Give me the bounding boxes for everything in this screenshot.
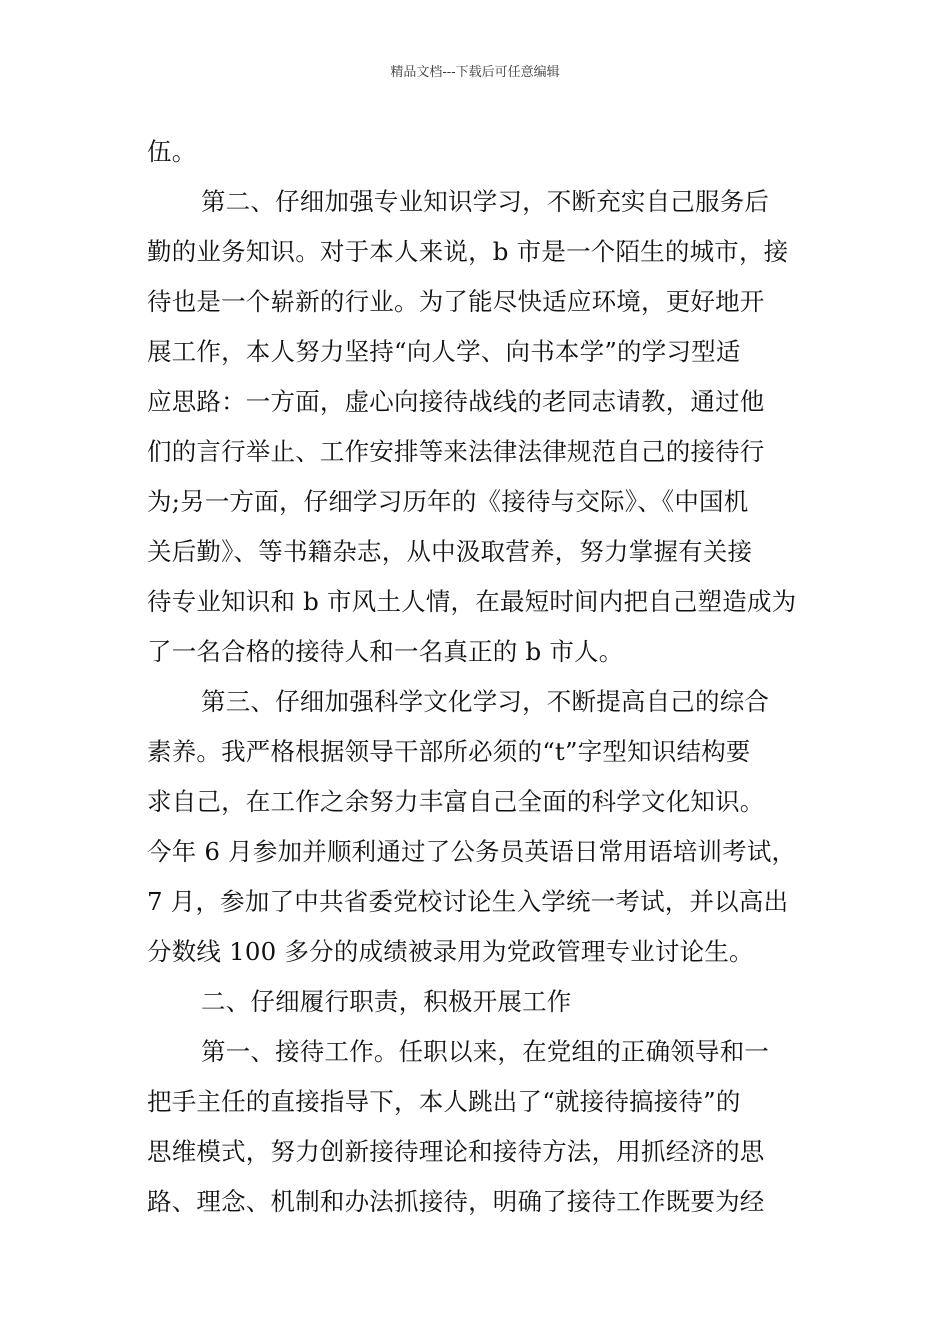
text-line: 待也是一个崭新的行业。为了能尽快适应环境，更好地开 bbox=[147, 287, 765, 316]
text-line: 素养。我严格根据领导干部所必须的“t”字型知识结构要 bbox=[147, 737, 751, 766]
text-line: 路、理念、机制和办法抓接待，明确了接待工作既要为经 bbox=[147, 1187, 765, 1216]
text-line: 今年 6 月参加并顺利通过了公务员英语日常用语培训考试， bbox=[147, 837, 797, 866]
paragraph-start-line: 第一、接待工作。任职以来，在党组的正确领导和一 bbox=[201, 1037, 770, 1066]
text-line: 应思路：一方面，虚心向接待战线的老同志请教，通过他 bbox=[147, 387, 765, 416]
text-line: 关后勤》、等书籍杂志，从中汲取营养，努力掌握有关接 bbox=[147, 537, 753, 566]
text-line: 思维模式，努力创新接待理论和接待方法，用抓经济的思 bbox=[147, 1137, 765, 1166]
text-line: 了一名合格的接待人和一名真正的 b 市人。 bbox=[147, 637, 624, 666]
text-line: 待专业知识和 b 市风土人情，在最短时间内把自己塑造成为 bbox=[147, 587, 797, 616]
paragraph-start-line: 第三、仔细加强科学文化学习，不断提高自己的综合 bbox=[201, 687, 770, 716]
text-line: 勤的业务知识。对于本人来说，b 市是一个陌生的城市，接 bbox=[147, 237, 789, 266]
text-line: 展工作，本人努力坚持“向人学、向书本学”的学习型适 bbox=[147, 337, 741, 366]
paragraph-start-line: 第二、仔细加强专业知识学习，不断充实自己服务后 bbox=[201, 187, 770, 216]
text-line: 伍。 bbox=[147, 137, 197, 166]
section-heading: 二、仔细履行职责，积极开展工作 bbox=[201, 987, 572, 1016]
text-line: 为;另一方面，仔细学习历年的《接待与交际》、《中国机 bbox=[147, 487, 749, 516]
page-header: 精品文档---下载后可任意编辑 bbox=[390, 65, 560, 80]
document-body bbox=[147, 127, 819, 1227]
text-line: 分数线 100 多分的成绩被录用为党政管理专业讨论生。 bbox=[147, 937, 754, 966]
text-line: 7 月，参加了中共省委党校讨论生入学统一考试，并以高出 bbox=[147, 887, 789, 916]
text-line: 们的言行举止、工作安排等来法律法律规范自己的接待行 bbox=[147, 437, 765, 466]
text-line: 求自己，在工作之余努力丰富自己全面的科学文化知识。 bbox=[147, 787, 765, 816]
text-line: 把手主任的直接指导下，本人跳出了“就接待搞接待”的 bbox=[147, 1087, 741, 1116]
